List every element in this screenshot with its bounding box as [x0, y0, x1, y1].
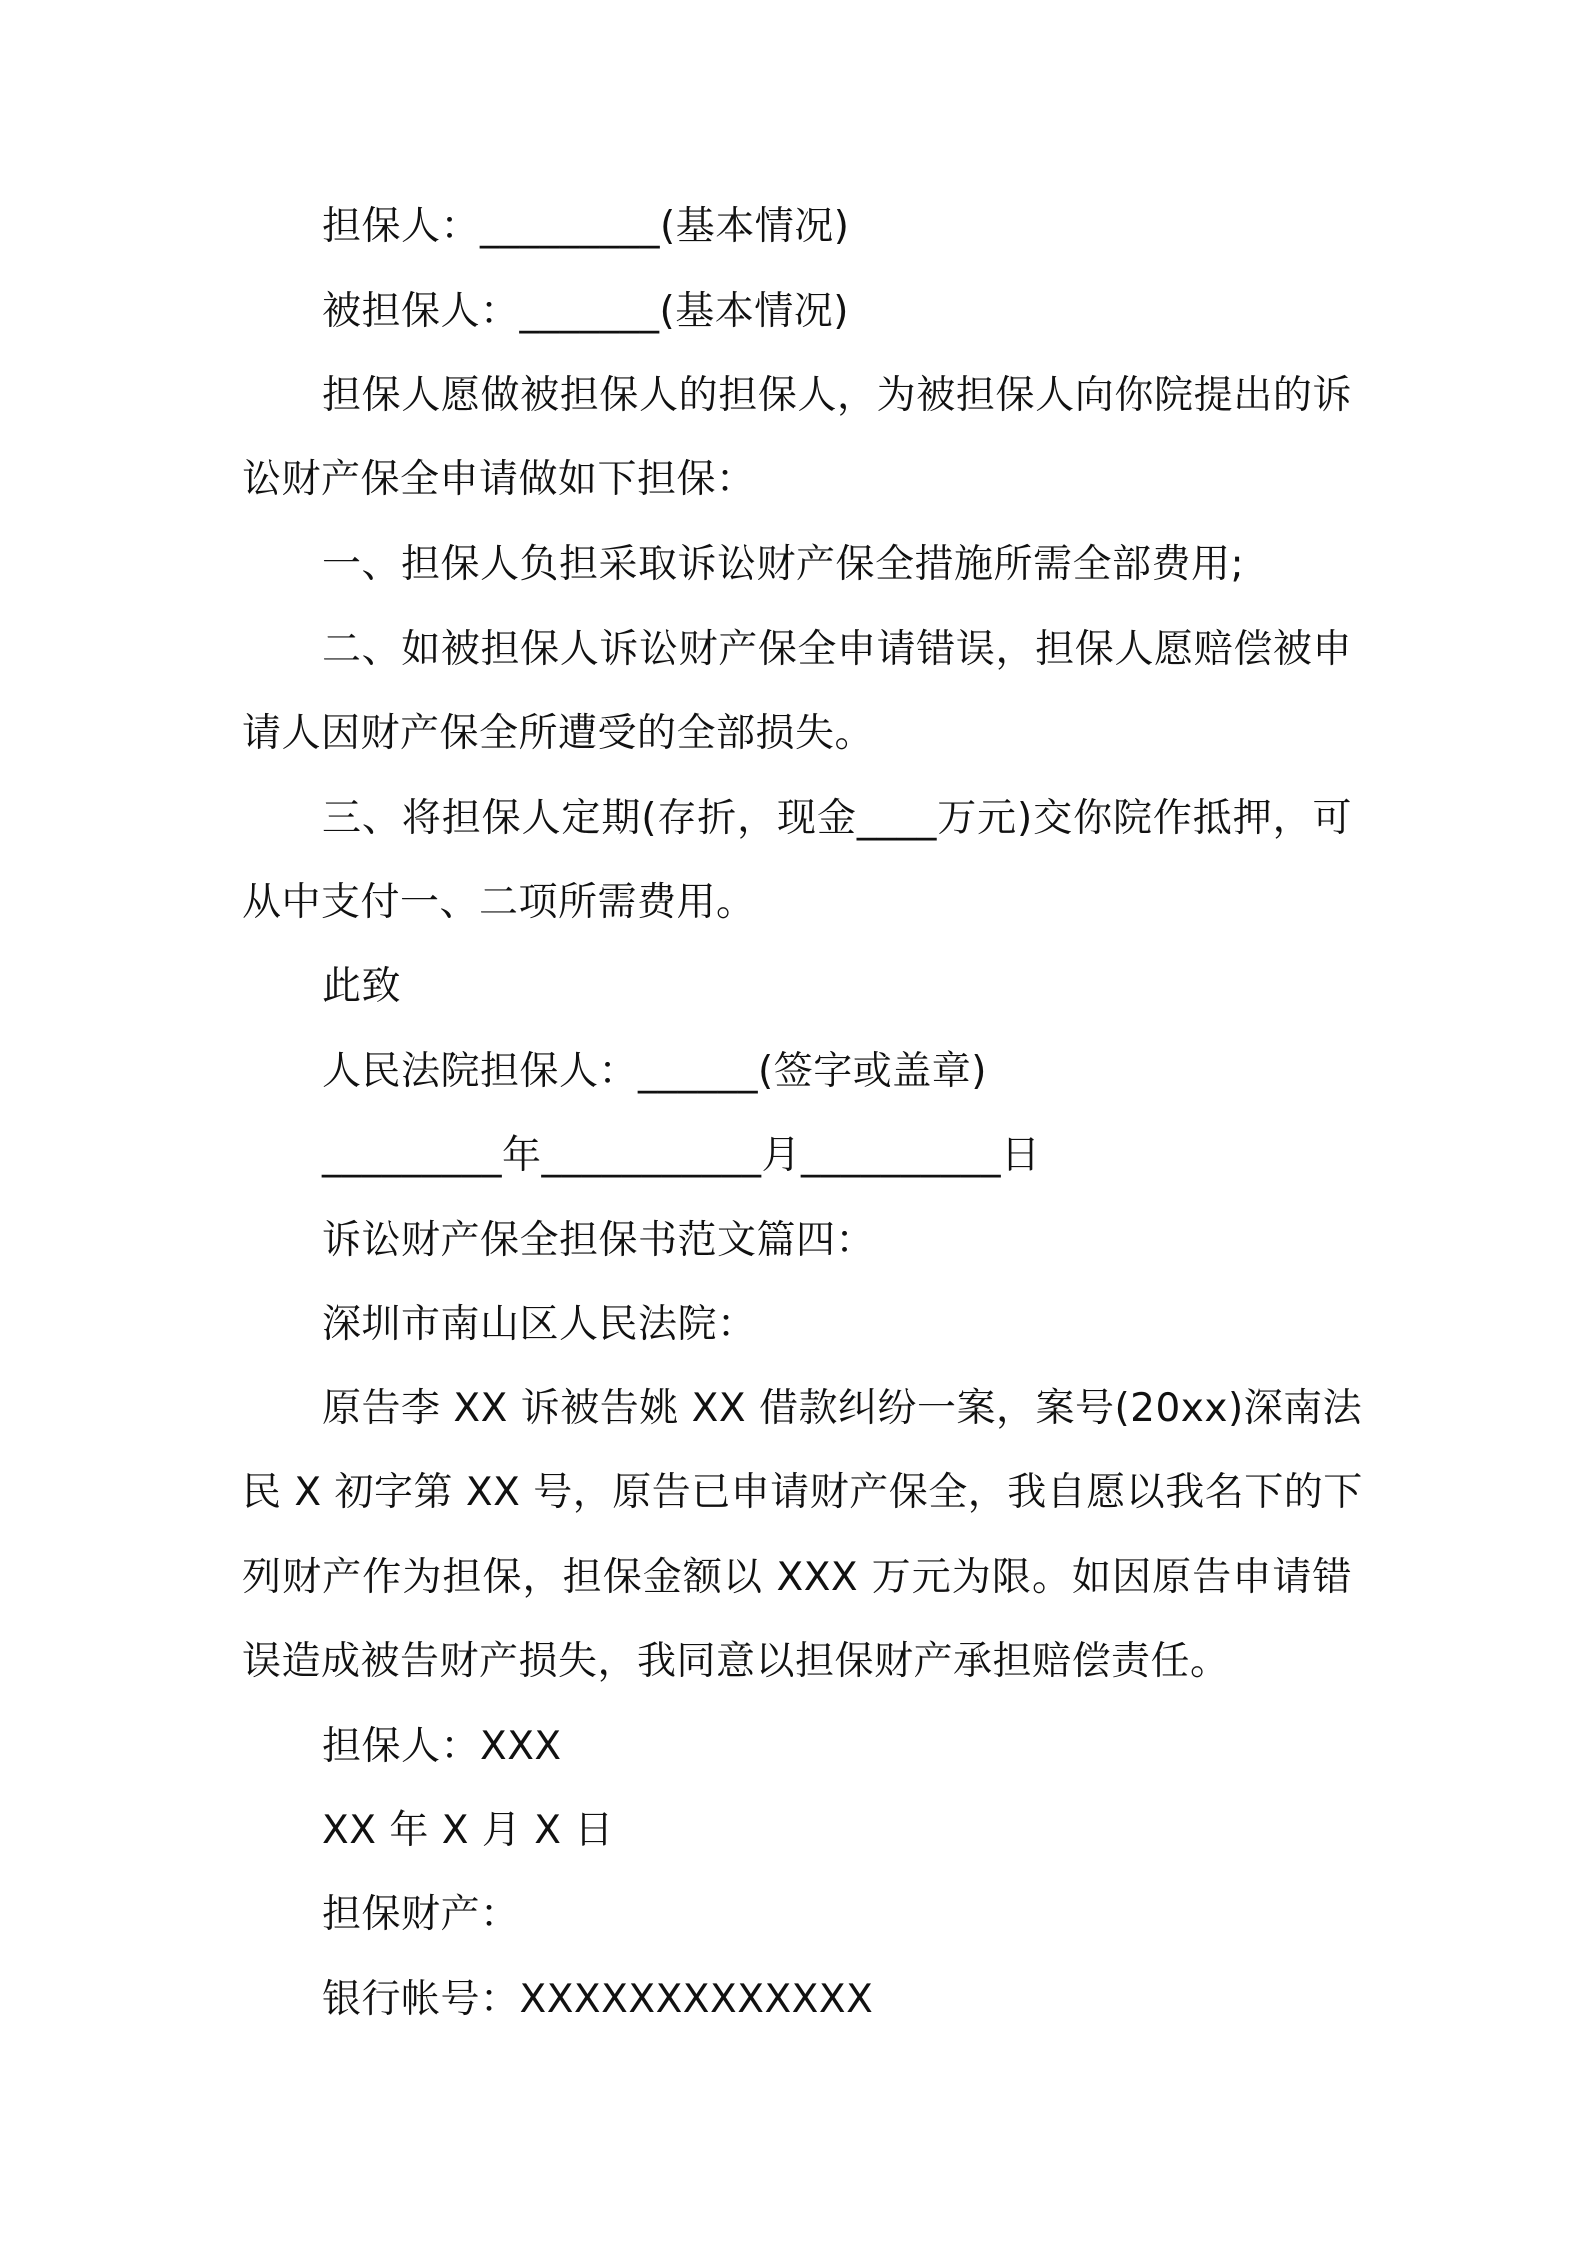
- paragraph-line: 列财产作为担保，担保金额以 XXX 万元为限。如因原告申请错: [242, 1555, 1352, 1600]
- bank-account-line: 银行帐号：XXXXXXXXXXXXX: [322, 1977, 874, 2022]
- clause-three-continued: 从中支付一、二项所需费用。: [242, 880, 756, 925]
- clause-two-continued: 请人因财产保全所遭受的全部损失。: [242, 711, 875, 756]
- salutation: 此致: [322, 964, 402, 1009]
- addressee: 深圳市南山区人民法院：: [322, 1302, 757, 1347]
- paragraph-line: 担保人愿做被担保人的担保人，为被担保人向你院提出的诉: [322, 373, 1352, 418]
- paragraph-line: 原告李 XX 诉被告姚 XX 借款纠纷一案，案号(20xx)深南法: [322, 1386, 1363, 1431]
- paragraph-line: 民 X 初字第 XX 号，原告已申请财产保全，我自愿以我名下的下: [242, 1470, 1363, 1515]
- guarantee-property-label: 担保财产：: [322, 1892, 520, 1937]
- section-title: 诉讼财产保全担保书范文篇四：: [322, 1218, 876, 1263]
- paragraph-line: 讼财产保全申请做如下担保：: [242, 457, 756, 502]
- court-guarantor-signature: 人民法院担保人：______(签字或盖章): [322, 1049, 987, 1094]
- guarantor-line: 担保人：_________(基本情况): [322, 204, 850, 249]
- clause-one: 一、担保人负担采取诉讼财产保全措施所需全部费用;: [322, 542, 1245, 587]
- clause-three: 三、将担保人定期(存折，现金____万元)交你院作抵押，可: [322, 796, 1352, 841]
- clause-two: 二、如被担保人诉讼财产保全申请错误，担保人愿赔偿被申: [322, 627, 1352, 672]
- date-line: _________年___________月__________日: [322, 1133, 1041, 1178]
- guaranteed-party-line: 被担保人：_______(基本情况): [322, 289, 849, 334]
- guarantor-name: 担保人：XXX: [322, 1724, 562, 1769]
- signature-date: XX 年 X 月 X 日: [322, 1808, 614, 1853]
- paragraph-line: 误造成被告财产损失，我同意以担保财产承担赔偿责任。: [242, 1639, 1230, 1684]
